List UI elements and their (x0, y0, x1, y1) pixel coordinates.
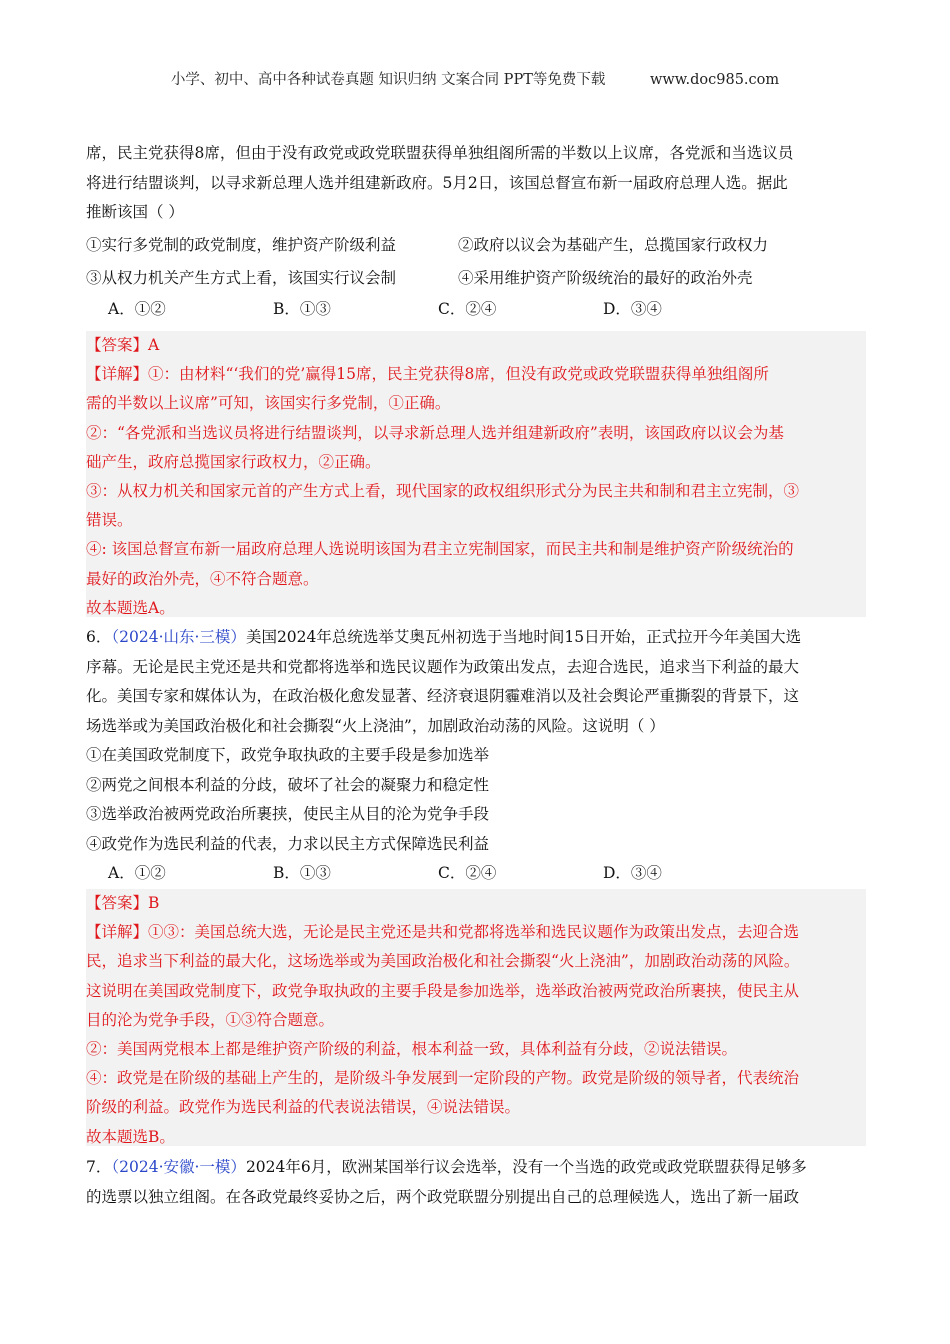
q6-line (86, 623, 866, 653)
answer-line: 故本题选B。 (86, 1127, 175, 1146)
answer-line: 需的半数以上议席”可知，该国实行多党制，①正确。 (86, 394, 451, 413)
q5-option: ①实行多党制的政党制度，维护资产阶级利益 (86, 235, 397, 254)
answer-line: ④: 该国总督宣布新一届政府总理人选说明该国为君主立宪制国家，而民主共和制是维护资产阶级统治的 (86, 540, 794, 559)
answer-line: 【答案】B (86, 894, 160, 912)
q6-text: 美国2024年总统选举艾奥瓦州初选于当地时间15日开始，正式拉开今年美国大选 (245, 628, 802, 646)
q6-option: ④政党作为选民利益的代表，力求以民主方式保障选民利益 (86, 834, 490, 853)
answer-5 (86, 331, 866, 617)
choice-a[interactable]: A．①② (108, 864, 166, 882)
q5-option: ③从权力机关产生方式上看，该国实行议会制 (86, 268, 397, 287)
answer-line: 阶级的利益。政党作为选民利益的代表说法错误，④说法错误。 (86, 1098, 521, 1117)
q6-option: ③选举政治被两党政治所裹挟，使民主从目的沦为党争手段 (86, 805, 490, 823)
question-7 (86, 1153, 866, 1212)
answer-line: 最好的政治外壳，④不符合题意。 (86, 569, 319, 588)
q6-number: 6． (86, 628, 112, 646)
q7-number: 7． (86, 1158, 112, 1176)
q7-source: （2024·安徽·一模） (111, 1158, 246, 1176)
choice-a[interactable]: A．①② (108, 299, 166, 318)
answer-6 (86, 889, 866, 1146)
answer-line: 民，追求当下利益的最大化，这场选举或为美国政治极化和社会撕裂“火上浇油”，加剧政治动荡的风险。 (86, 952, 800, 971)
page-header (0, 68, 950, 89)
choice-b[interactable]: B．①③ (273, 864, 331, 882)
answer-line: ③：从权力机关和国家元首的产生方式上看，现代国家的政权组织形式分为民主共和制和君主立宪制，③ (86, 482, 800, 501)
q6-option: ②两党之间根本利益的分歧，破坏了社会的凝聚力和稳定性 (86, 775, 490, 794)
q5-line: 将进行结盟谈判，以寻求新总理人选并组建新政府。5月2日，该国总督宣布新一届政府总理人选。据此 (86, 173, 788, 192)
answer-line: 这说明在美国政党制度下，政党争取执政的主要手段是参加选举，选举政治被两党政治所裹挟，使民主从 (86, 981, 800, 1000)
header-site-link[interactable]: www.doc985.com (649, 72, 780, 88)
header-text: 小学、初中、高中各种试卷真题 知识归纳 文案合同 PPT等免费下载 (170, 72, 606, 88)
q6-line: 序幕。无论是民主党还是共和党都将选举和选民议题作为政策出发点，去迎合选民，追求当下利益的最大 (86, 657, 800, 676)
q7-line: 的选票以独立组阁。在各政党最终妥协之后，两个政党联盟分别提出自己的总理候选人，选出了新一届政 (86, 1187, 800, 1206)
choice-c[interactable]: C．②④ (438, 864, 497, 882)
answer-line: ②：“各党派和当选议员将进行结盟谈判，以寻求新总理人选并组建新政府”表明，该国政府以议会为基 (86, 423, 784, 442)
q5-choices (86, 295, 866, 324)
q6-line: 化。美国专家和媒体认为，在政治极化愈发显著、经济衰退阴霾难消以及社会舆论严重撕裂的背景下，这 (86, 687, 800, 705)
answer-line: 目的沦为党争手段，①③符合题意。 (86, 1010, 335, 1029)
question-5 (86, 139, 866, 324)
answer-line: ④：政党是在阶级的基础上产生的，是阶级斗争发展到一定阶段的产物。政党是阶级的领导者，代表统治 (86, 1069, 800, 1088)
question-6 (86, 623, 866, 888)
q6-option: ①在美国政党制度下，政党争取执政的主要手段是参加选举 (86, 746, 490, 764)
choice-b[interactable]: B．①③ (273, 299, 331, 318)
q6-choices (86, 859, 866, 888)
choice-c[interactable]: C．②④ (438, 299, 497, 318)
q5-options-row (86, 264, 866, 293)
answer-line: 【详解】①：由材料“‘我们的党’赢得15席，民主党获得8席，但没有政党或政党联盟获得单独组阁所 (86, 365, 769, 384)
q5-line: 席，民主党获得8席，但由于没有政党或政党联盟获得单独组阁所需的半数以上议席，各党派和当选议员 (86, 144, 794, 162)
answer-line: 错误。 (86, 511, 133, 530)
q5-options-row (86, 231, 866, 260)
q6-source: （2024·山东·三模） (111, 628, 246, 646)
answer-line: 【详解】①③：美国总统大选，无论是民主党还是共和党都将选举和选民议题作为政策出发点，去迎合选 (86, 923, 800, 942)
answer-line: 础产生，政府总揽国家行政权力，②正确。 (86, 452, 381, 471)
choice-d[interactable]: D．③④ (603, 864, 662, 882)
q6-line: 场选举或为美国政治极化和社会撕裂“火上浇油”，加剧政治动荡的风险。这说明（ ） (86, 716, 665, 735)
q7-text: 2024年6月，欧洲某国举行议会选举，没有一个当选的政党或政党联盟获得足够多 (245, 1158, 807, 1176)
q5-option: ②政府以议会为基础产生，总揽国家行政权力 (458, 235, 769, 254)
answer-line: ②：美国两党根本上都是维护资产阶级的利益，根本利益一致，具体利益有分歧，②说法错误。 (86, 1040, 738, 1059)
q5-option: ④采用维护资产阶级统治的最好的政治外壳 (458, 268, 753, 287)
answer-line: 【答案】A (86, 336, 160, 354)
choice-d[interactable]: D．③④ (603, 299, 662, 318)
q7-line (86, 1153, 866, 1183)
answer-line: 故本题选A。 (86, 598, 175, 617)
q5-line: 推断该国（ ） (86, 203, 184, 221)
